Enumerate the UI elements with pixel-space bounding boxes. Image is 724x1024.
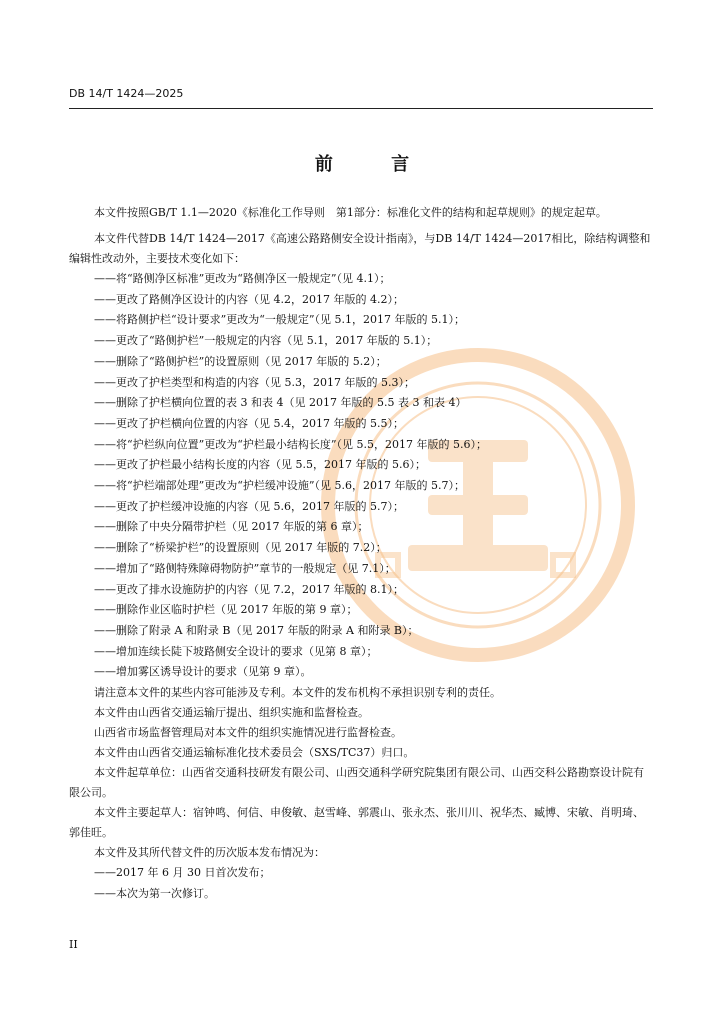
paragraph-supervision: 山西省市场监督管理局对本文件的组织实施情况进行监督检查。 <box>94 726 402 740</box>
list-item: ——删除了护栏横向位置的表 3 和表 4（见 2017 年版的 5.5 表 3 和表 4） <box>94 396 467 410</box>
page-number: II <box>69 938 78 951</box>
paragraph-patent-notice: 请注意本文件的某些内容可能涉及专利。本文件的发布机构不承担识别专利的责任。 <box>94 686 501 700</box>
list-item: ——本次为第一次修订。 <box>94 886 215 900</box>
paragraph-proposer: 本文件由山西省交通运输厅提出、组织实施和监督检查。 <box>94 706 369 720</box>
list-item: ——删除作业区临时护栏（见 2017 年版的第 9 章）； <box>94 603 358 617</box>
list-item: ——增加雾区诱导设计的要求（见第 9 章）。 <box>94 665 312 679</box>
list-item: ——更改了护栏横向位置的内容（见 5.4，2017 年版的 5.5）； <box>94 416 404 430</box>
changes-list <box>94 269 653 683</box>
list-item: ——删除了“路侧护栏”的设置原则（见 2017 年版的 5.2）； <box>94 354 387 368</box>
header-divider <box>69 108 653 109</box>
paragraph-drafters: 本文件主要起草人：宿钟鸣、何信、申俊敏、赵雪峰、郭震山、张永杰、张川川、祝华杰、臧博、宋敏、肖明琦、郭佳旺。 <box>69 806 644 840</box>
list-item: ——更改了路侧净区设计的内容（见 4.2，2017 年版的 4.2）； <box>94 292 404 306</box>
list-item: ——将路侧护栏“设计要求”更改为“一般规定”（见 5.1，2017 年版的 5.1）； <box>94 313 465 327</box>
paragraph-history-intro: 本文件及其所代替文件的历次版本发布情况为： <box>94 846 325 860</box>
foreword-body <box>69 203 653 904</box>
document-code: DB 14/T 1424—2025 <box>69 87 184 100</box>
page-title: 前 言 <box>314 154 436 175</box>
paragraph-drafting-rule: 本文件按照GB/T 1.1—2020《标准化工作导则 第1部分：标准化文件的结构和起草规则》的规定起草。 <box>94 206 607 219</box>
list-item: ——更改了护栏最小结构长度的内容（见 5.5，2017 年版的 5.6）； <box>94 458 426 472</box>
history-list <box>94 863 653 904</box>
list-item: ——更改了护栏缓冲设施的内容（见 5.6，2017 年版的 5.7）； <box>94 499 404 513</box>
list-item: ——删除了“桥梁护栏”的设置原则（见 2017 年版的 7.2）； <box>94 541 387 555</box>
list-item: ——删除了中央分隔带护栏（见 2017 年版的第 6 章）； <box>94 520 369 534</box>
list-item: ——更改了排水设施防护的内容（见 7.2，2017 年版的 8.1）； <box>94 582 404 596</box>
paragraph-drafting-units: 本文件起草单位：山西省交通科技研发有限公司、山西交通科学研究院集团有限公司、山西交科公路勘察设计院有限公司。 <box>69 766 644 800</box>
list-item: ——将“路侧净区标准”更改为“路侧净区一般规定”（见 4.1）； <box>94 272 391 285</box>
paragraph-replacement: 本文件代替DB 14/T 1424—2017《高速公路路侧安全设计指南》，与DB 14/T 1424—2017相比，除结构调整和编辑性改动外，主要技术变化如下： <box>69 232 651 265</box>
list-item: ——将“护栏纵向位置”更改为“护栏最小结构长度”（见 5.5，2017 年版的 5.6）； <box>94 437 487 451</box>
paragraph-committee: 本文件由山西省交通运输标准化技术委员会（SXS/TC37）归口。 <box>94 746 415 760</box>
list-item: ——删除了附录 A 和附录 B（见 2017 年版的附录 A 和附录 B）； <box>94 623 419 637</box>
list-item: ——增加连续长陡下坡路侧安全设计的要求（见第 8 章）； <box>94 644 378 658</box>
list-item: ——更改了护栏类型和构造的内容（见 5.3，2017 年版的 5.3）； <box>94 375 415 389</box>
list-item: ——增加了“路侧特殊障碍物防护”章节的一般规定（见 7.1）； <box>94 561 396 575</box>
list-item: ——将“护栏端部处理”更改为“护栏缓冲设施”（见 5.6，2017 年版的 5.7）； <box>94 479 465 493</box>
list-item: ——更改了“路侧护栏”一般规定的内容（见 5.1，2017 年版的 5.1）； <box>94 334 438 348</box>
list-item: ——2017 年 6 月 30 日首次发布； <box>94 866 271 880</box>
